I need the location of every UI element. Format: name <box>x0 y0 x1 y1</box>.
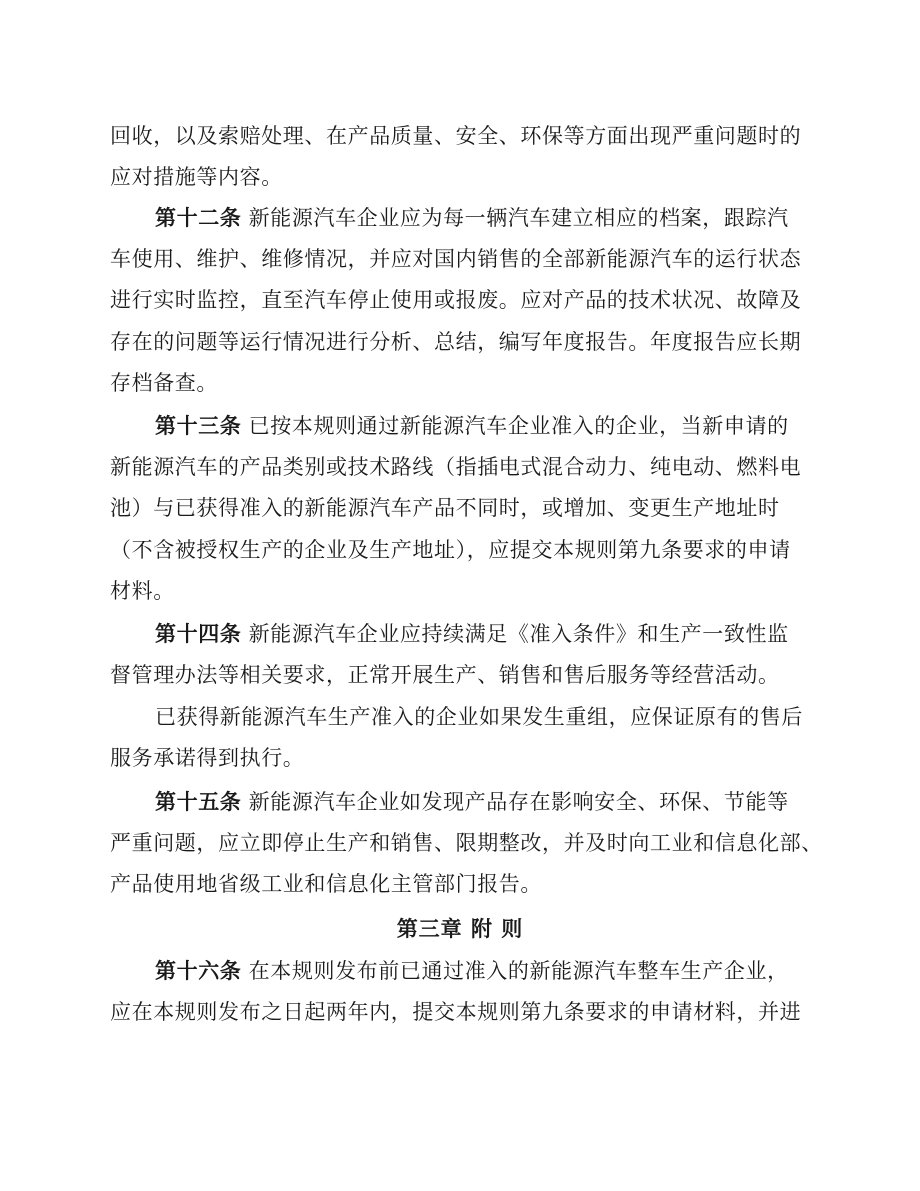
article-13-text: 已按本规则通过新能源汽车企业准入的企业，当新申请的 <box>241 414 789 438</box>
paragraph-line: 应对措施等内容。 <box>110 165 283 189</box>
article-13-line <box>155 411 855 441</box>
paragraph-line: 严重问题，应立即停止生产和销售、限期整改，并及时向工业和信息化部、 <box>110 831 823 855</box>
article-15-text: 新能源汽车企业如发现产品存在影响安全、环保、节能等 <box>241 790 789 814</box>
paragraph-line: 池）与已获得准入的新能源汽车产品不同时，或增加、变更生产地址时 <box>110 496 780 520</box>
paragraph-line: 回收，以及索赔处理、在产品质量、安全、环保等方面出现严重问题时的 <box>110 124 802 148</box>
paragraph-line: 存在的问题等运行情况进行分析、总结，编写年度报告。年度报告应长期 <box>110 330 802 354</box>
paragraph-line: 进行实时监控，直至汽车停止使用或报废。应对产品的技术状况、故障及 <box>110 288 802 312</box>
article-12-title: 第十二条 <box>155 206 242 230</box>
paragraph-line: 产品使用地省级工业和信息化主管部门报告。 <box>110 872 542 896</box>
paragraph-line: 车使用、维护、维修情况，并应对国内销售的全部新能源汽车的运行状态 <box>110 247 802 271</box>
article-14-line <box>155 619 855 649</box>
paragraph-line: 材料。 <box>110 579 175 603</box>
article-16-line <box>155 956 855 986</box>
paragraph-line: 存档备查。 <box>110 371 218 395</box>
paragraph-line: 新能源汽车的产品类别或技术路线（指插电式混合动力、纯电动、燃料电 <box>110 455 802 479</box>
article-15-title: 第十五条 <box>155 790 242 814</box>
paragraph-line: 服务承诺得到执行。 <box>110 746 305 770</box>
chapter-heading: 第三章 附 则 <box>396 917 524 941</box>
paragraph-line: 已获得新能源汽车生产准入的企业如果发生重组，应保证原有的售后 <box>155 705 803 729</box>
article-15-line <box>155 787 855 817</box>
article-12-text: 新能源汽车企业应为每一辆汽车建立相应的档案，跟踪汽 <box>241 206 789 230</box>
article-14-text: 新能源汽车企业应持续满足《准入条件》和生产一致性监 <box>241 622 789 646</box>
article-16-title: 第十六条 <box>155 959 242 983</box>
article-16-text: 在本规则发布前已通过准入的新能源汽车整车生产企业， <box>241 959 789 983</box>
article-14-title: 第十四条 <box>155 622 242 646</box>
article-13-title: 第十三条 <box>155 414 242 438</box>
paragraph-line: 督管理办法等相关要求，正常开展生产、销售和售后服务等经营活动。 <box>110 663 780 687</box>
article-12-line <box>155 203 855 233</box>
paragraph-line: 应在本规则发布之日起两年内，提交本规则第九条要求的申请材料，并进 <box>110 1000 802 1024</box>
paragraph-line: （不含被授权生产的企业及生产地址），应提交本规则第九条要求的申请 <box>110 538 791 562</box>
